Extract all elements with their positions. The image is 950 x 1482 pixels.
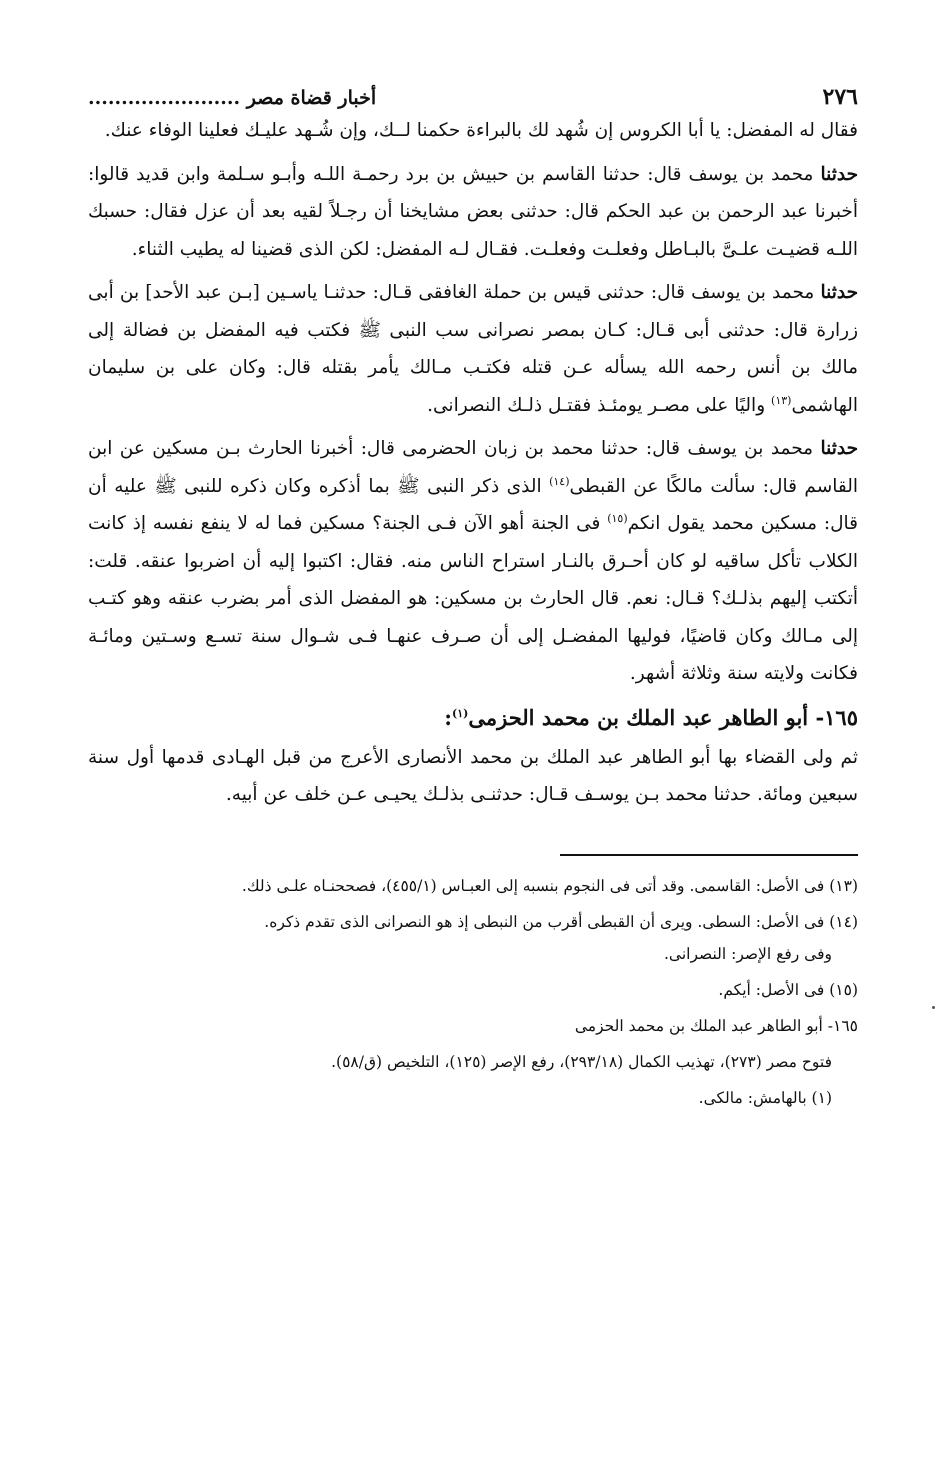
- section-heading-tail: :: [444, 704, 453, 730]
- footnote: (١) بالهامش: مالكى.: [698, 1088, 832, 1107]
- section-heading: [88, 699, 858, 737]
- section-heading-text: ١٦٥- أبو الطاهر عبد الملك بن محمد الحزمى: [468, 704, 858, 730]
- paragraph-text: محمد بن يوسف قال: حدثنا محمد بن زبان الحضرمى قال: أخبرنا الحارث بـن مسكين عن ابن القاسم قال: سألت مالكًا عن القبطى: [88, 438, 858, 497]
- paragraph: [88, 112, 858, 150]
- page-number: ٢٧٦: [822, 84, 858, 110]
- footnote-ref: (١): [452, 706, 469, 720]
- footnote-ref: (١٣): [771, 393, 792, 407]
- footnote: (١٣) فى الأصل: القاسمى. وقد أتى فى النجوم بنسبه إلى العبـاس (٤٥٥/١)، فصححنـاه علـى ذلك.: [241, 876, 858, 895]
- paragraph-lead: حدثنا: [820, 438, 858, 459]
- footnote-divider: [560, 854, 858, 856]
- paragraph-text: فى الجنة أهو الآن فـى الجنة؟ مسكين فما له لا ينفع نفسه إذ كانت الكلاب تأكل ساقيه لو كان أحـرق بالنـار استراح الناس منه. فقال: اكتبوا إليه أن اضربوا عنقه. قلت: أتكتب إليهم بذلـك؟ قـال: نعم. قال الحارث بن مسكين: هو المفضل الذى أمر بضرب عنقه وهو كتـب إلى مـالك وكان قاضيًا، فوليها المفضـل إلى أن صـرف عنهـا فـى شـوال سنة تسـع وسـتين ومائـة فكانت ولايته سنة وثلاثة أشهر.: [88, 513, 858, 684]
- paragraph-text: محمد بن يوسف قال: حدثنا القاسم بن حبيش بن برد رحمـة اللـه وأبـو سـلمة وابن قديد قالوا: أخبرنا عبد الرحمن بن عبد الحكم قال: حدثنى بعض مشايخنا أن رجـلاً لقيه بعد أن عزل فقال: حسبك اللـه قضيـت علـىَّ بالبـاطل وفعلـت وفعلـت. فقـال لـه المفضل: لكن الذى قضينا له يطيب الثناء.: [88, 163, 858, 260]
- footnote: ١٦٥- أبو الطاهر عبد الملك بن محمد الحزمى: [574, 1016, 858, 1035]
- paragraph: [88, 274, 858, 424]
- footnote: وفى رفع الإصر: النصرانى.: [664, 944, 832, 963]
- footnotes: [88, 870, 858, 1114]
- paragraph-text: محمد بن يوسف قال: حدثنى قيس بن حملة الغافقى قـال: حدثنـا ياسـين [بـن عبد الأحد] بن أبى زرارة قال: حدثنى أبى قـال: كـان بمصر نصرانى سب النبى ﷺ فكتب فيه المفضل بن فضالة إلى مالك بن أنس رحمه الله يسأله عـن قتله فكتـب مـالك يأمر بقتله قال: وكان على بن سليمان الهاشمى: [88, 282, 858, 416]
- paragraph: [88, 430, 858, 693]
- paragraph: [88, 156, 858, 269]
- main-text: [88, 112, 858, 814]
- footnote-ref: (١٤): [549, 474, 570, 488]
- footnote: فتوح مصر (٢٧٣)، تهذيب الكمال (٢٩٣/١٨)، رفع الإصر (١٢٥)، التلخيص (ق/٥٨).: [331, 1052, 832, 1071]
- book-page: [88, 84, 858, 1118]
- paragraph-lead: حدثنا: [820, 163, 858, 185]
- page-header: [88, 84, 858, 110]
- footnote: (١٤) فى الأصل: السطى. ويرى أن القبطى أقرب من النبطى إذ هو النصرانى الذى تقدم ذكره.: [264, 912, 858, 931]
- footnote: (١٥) فى الأصل: أيكم.: [718, 980, 858, 999]
- footnote-ref: (١٥): [607, 511, 628, 525]
- running-title: أخبار قضاة مصر .......................: [88, 87, 377, 109]
- paragraph-lead: حدثنا: [820, 282, 858, 303]
- margin-mark: [932, 1006, 935, 1009]
- paragraph: [88, 739, 858, 814]
- paragraph-text: الذى ذكر النبى ﷺ بما أذكره وكان ذكره للنبى ﷺ عليه أن قال: مسكين محمد يقول انكم: [88, 475, 858, 534]
- paragraph-text: ثم ولى القضاء بها أبو الطاهر عبد الملك بن محمد الأنصارى الأعرج من قبل الهـادى قدمها أول سنة سبعين ومائة. حدثنا محمد بـن يوسـف قـال: حدثنـى بذلـك يحيـى عـن خلف عن أبيه.: [88, 746, 858, 805]
- paragraph-text: فقال له المفضل: يا أبا الكروس إن شُهد لك بالبراءة حكمنا لــك، وإن شُـهد عليـك فعلينا الوفاء عنك.: [104, 120, 858, 141]
- paragraph-text: واليًا على مصـر يومئـذ فقتـل ذلـك النصرانى.: [427, 394, 772, 416]
